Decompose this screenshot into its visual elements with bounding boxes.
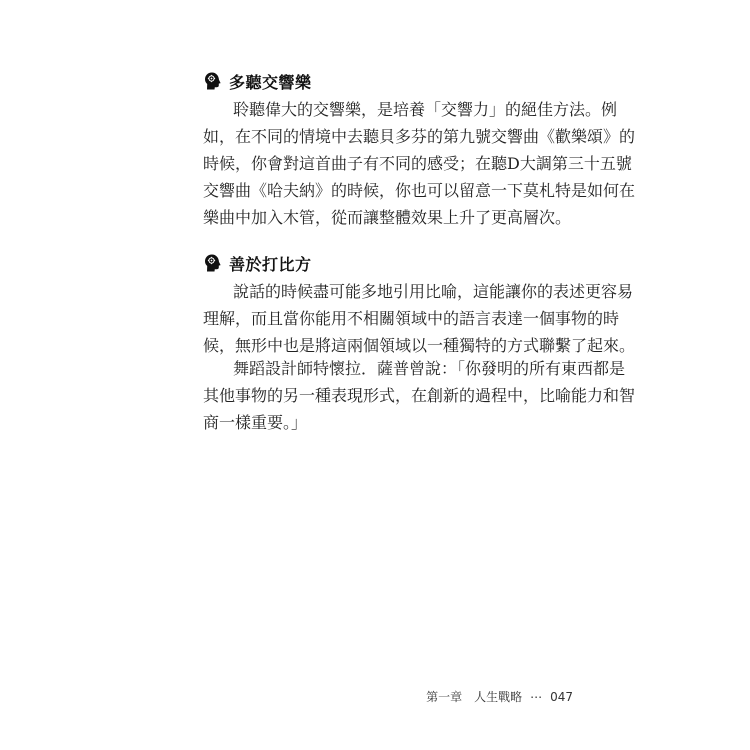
footer-ellipsis: ⋯ xyxy=(530,689,543,704)
section-heading-metaphor xyxy=(203,250,312,276)
paragraph-line: 候，無形中也是將這兩個領域以一種獨特的方式聯繫了起來。 xyxy=(203,336,636,355)
paragraph-line: 交響曲《哈夫納》的時候，你也可以留意一下莫札特是如何在 xyxy=(203,181,636,200)
head-silhouette-icon xyxy=(203,253,223,273)
section-heading-symphony xyxy=(203,68,312,94)
paragraph-line: 商一樣重要。」 xyxy=(203,413,308,432)
head-silhouette-icon xyxy=(203,71,223,91)
paragraph-line: 時候，你會對這首曲子有不同的感受；在聽D大調第三十五號 xyxy=(203,154,632,173)
paragraph-line: 理解，而且當你能用不相關領域中的語言表達一個事物的時 xyxy=(203,309,620,328)
paragraph-line: 如，在不同的情境中去聽貝多芬的第九號交響曲《歡樂頌》的 xyxy=(203,127,636,146)
page-number: 047 xyxy=(550,689,573,704)
paragraph-line: 樂曲中加入木管，從而讓整體效果上升了更高層次。 xyxy=(203,208,572,227)
section-heading-text: 善於打比方 xyxy=(229,254,312,274)
paragraph-line: 其他事物的另一種表現形式，在創新的過程中，比喻能力和智 xyxy=(203,386,636,405)
section-heading-text: 多聽交響樂 xyxy=(229,72,312,92)
page-footer xyxy=(426,688,573,705)
chapter-title: 第一章 人生戰略 xyxy=(426,690,523,704)
paragraph-line: 舞蹈設計師特懷拉．薩普曾說：「你發明的所有東西都是 xyxy=(233,359,626,378)
paragraph-line: 說話的時候盡可能多地引用比喻，這能讓你的表述更容易 xyxy=(233,282,634,301)
paragraph-line: 聆聽偉大的交響樂，是培養「交響力」的絕佳方法。例 xyxy=(233,100,618,119)
